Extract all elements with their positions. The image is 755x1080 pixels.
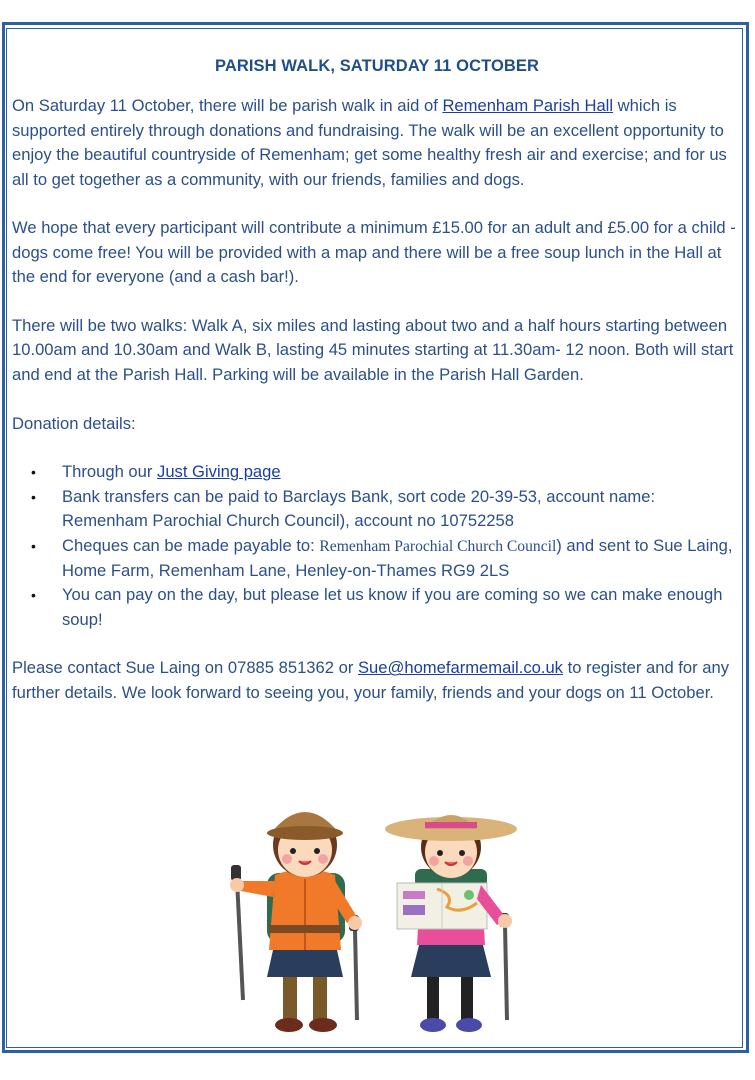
donation-item-just-giving [62, 460, 742, 484]
just-giving-link[interactable]: Just Giving page [157, 462, 281, 482]
intro-text-end: which is supported entirely through donations and fundraising. The walk will be an excellent opportunity to enjoy the beautiful countryside of Remenham; get some healthy fresh air and exercise; and for us all to get together as a community, with our friends, families and dogs. [12, 96, 727, 189]
contact-paragraph [12, 656, 742, 705]
hiker-left-figure [230, 812, 362, 1032]
cheque-suffix: ) and sent to Sue Laing, Home Farm, Remenham Lane, Henley-on-Thames RG9 2LS [62, 535, 733, 581]
cheque-prefix: Cheques can be made payable to: [62, 535, 320, 555]
page-title: PARISH WALK, SATURDAY 11 OCTOBER [214, 57, 540, 75]
donation-heading: Donation details: [12, 413, 136, 433]
donation-item-bank: • Bank transfers can be paid to Barclays Bank, sort code 20-39-53, account name: Remenham Parochial Church Council), account no 10752258 [62, 485, 742, 534]
walks-paragraph: There will be two walks: Walk A, six miles and lasting about two and a half hours starting between 10.00am and 10.30am and Walk B, lasting 45 minutes starting at 11.30am- 12 noon. Both will start and end at the Parish Hall. Parking will be available in the Parish Hall Garden. [12, 316, 734, 384]
donation-item-cheque [62, 534, 742, 584]
contact-text-end: to register and for any further details. We look forward to seeing you, your family, friends and your dogs on 11 October. [12, 658, 730, 702]
donation-item-on-day: • You can pay on the day, but please let us know if you are coming so we can make enough soup! [62, 583, 742, 632]
parish-hall-link[interactable]: Remenham Parish Hall [442, 96, 614, 116]
donation-list [12, 460, 742, 632]
just-giving-prefix: Through our [62, 462, 158, 482]
hiker-right-figure [385, 815, 517, 1032]
contribution-paragraph: We hope that every participant will contribute a minimum £15.00 for an adult and £5.00 for a child - dogs come free! You will be provided with a map and there will be a free soup lunch in the Hall at the end for everyone (and a cash bar!). [12, 218, 736, 287]
email-link[interactable]: Sue@homefarmemail.co.uk [357, 658, 563, 678]
cheque-payee: Remenham Parochial Church Council [319, 537, 557, 555]
contact-text-start: Please contact Sue Laing on 07885 851362 or [12, 658, 358, 678]
intro-paragraph [12, 94, 742, 192]
document-body [12, 50, 742, 729]
intro-text-start: On Saturday 11 October, there will be parish walk in aid of [12, 96, 443, 116]
hikers-illustration [215, 795, 535, 1045]
